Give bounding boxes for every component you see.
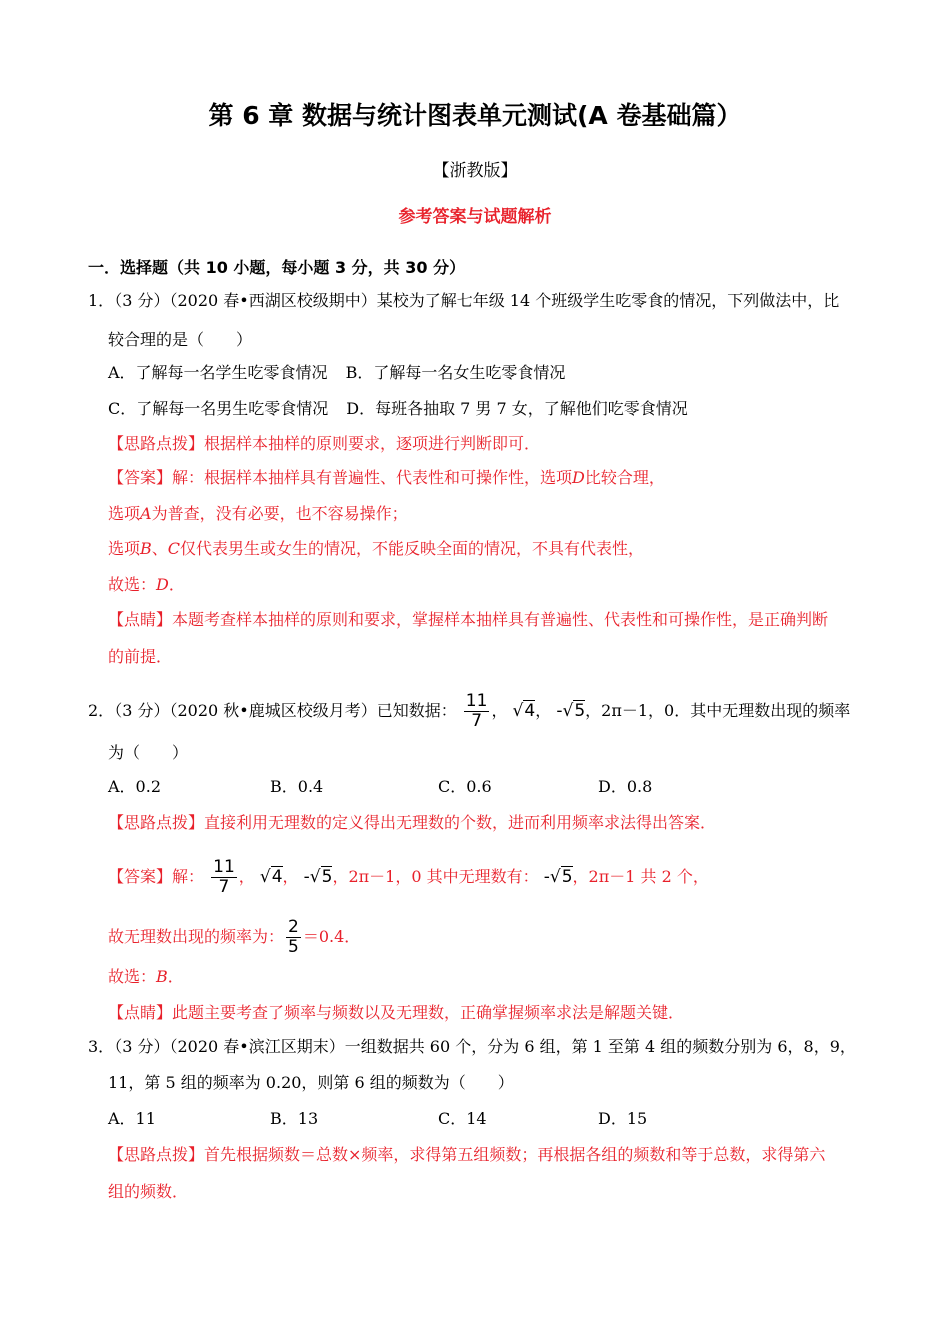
minus-sign: -	[556, 701, 563, 721]
answer-text: 为普查，没有必要，也不容易操作；	[151, 504, 408, 523]
minus-sign: -	[303, 867, 310, 887]
sqrt-5: √5	[562, 701, 586, 721]
option-c: C．14	[438, 1109, 487, 1128]
answers-heading: 参考答案与试题解析	[398, 207, 552, 227]
note-text: 此题主要考查了频率与频数以及无理数，正确掌握频率求法是解题关键．	[172, 1003, 685, 1022]
q3-hint-line1	[108, 1144, 825, 1166]
q1-choice	[108, 574, 185, 596]
fraction-denominator: 7	[218, 877, 230, 897]
fraction-denominator: 7	[471, 711, 483, 731]
q1-note-line1	[108, 609, 828, 631]
option-letter: C	[167, 539, 181, 558]
q1-note-line2: 的前提．	[108, 647, 173, 666]
q1-options-row2	[108, 398, 688, 420]
answer-text: ，2π－1 共 2 个，	[572, 867, 709, 886]
note-tag: 【点睛】	[108, 1003, 173, 1022]
answer-text: 故选：	[108, 575, 157, 594]
option-letter: B	[140, 539, 152, 558]
section-heading: 一．选择题（共 10 小题，每小题 3 分，共 30 分）	[88, 258, 466, 277]
option-b: B．13	[270, 1109, 319, 1128]
sqrt-5: √5	[309, 867, 333, 887]
hint-text: 直接利用无理数的定义得出无理数的个数，进而利用频率求法得出答案．	[204, 813, 717, 832]
q3-options	[108, 1108, 647, 1130]
answer-text: ．	[167, 967, 184, 986]
punctuation: ，	[491, 701, 508, 720]
punctuation: ，	[282, 867, 299, 886]
option-d: D．每班各抽取 7 男 7 女，了解他们吃零食情况	[346, 399, 688, 418]
option-letter: D	[156, 575, 169, 594]
option-a: A．0.2	[108, 777, 162, 796]
radicand: 4	[524, 701, 536, 721]
answer-text: 故选：	[108, 967, 157, 986]
question-2-line2: 为（ ）	[108, 743, 189, 762]
q2-answer	[108, 846, 709, 908]
answer-text: 解：根据样本抽样具有普遍性、代表性和可操作性，选项	[172, 468, 573, 487]
question-text: （3 分）（2020 春•西湖区校级期中）某校为了解七年级 14 个班级学生吃零食的情况，下列做法中，比	[114, 291, 840, 310]
option-d: D．15	[598, 1109, 648, 1128]
fraction-denominator: 5	[288, 937, 299, 957]
question-text: （3 分）（2020 秋•鹿城区校级月考）已知数据：	[114, 701, 457, 720]
hint-text: 首先根据频数＝总数×频率，求得第五组频数；再根据各组的频数和等于总数，求得第六	[204, 1145, 826, 1164]
question-3	[88, 1036, 856, 1058]
question-2	[88, 680, 850, 742]
fraction-numerator: 2	[288, 917, 299, 937]
hint-tag: 【思路点拨】	[108, 434, 205, 453]
option-letter: D	[572, 468, 585, 487]
answer-text: 比较合理，	[584, 468, 665, 487]
page-title: 第 6 章 数据与统计图表单元测试(A 卷基础篇）	[208, 101, 742, 130]
answer-tag: 【答案】	[108, 867, 173, 886]
option-letter: B	[156, 967, 168, 986]
hint-tag: 【思路点拨】	[108, 813, 205, 832]
option-b: B．了解每一名女生吃零食情况	[345, 363, 566, 382]
option-letter: A	[140, 504, 152, 523]
radicand: 4	[271, 867, 283, 887]
fraction-11-7	[464, 692, 490, 731]
question-number: 3．	[88, 1037, 115, 1056]
q1-options-row1	[108, 362, 565, 384]
answer-text: 选项	[108, 504, 141, 523]
option-b: B．0.4	[270, 777, 324, 796]
edition-label: 【浙教版】	[432, 161, 518, 181]
question-number: 2．	[88, 701, 115, 720]
question-1	[88, 290, 839, 312]
option-c: C．0.6	[438, 777, 492, 796]
option-a: A．了解每一名学生吃零食情况	[108, 363, 328, 382]
q2-choice	[108, 966, 184, 988]
question-text: 2π－1，0．其中无理数出现的频率	[601, 701, 851, 720]
minus-sign: -	[543, 867, 550, 887]
answer-text: 仅代表男生或女生的情况，不能反映全面的情况，不具有代表性，	[180, 539, 645, 558]
answer-text: 解：	[172, 867, 205, 886]
fraction-11-7	[211, 858, 237, 897]
option-c: C．了解每一名男生吃零食情况	[108, 399, 329, 418]
hint-tag: 【思路点拨】	[108, 1145, 205, 1164]
sqrt-4: √4	[259, 867, 283, 887]
radicand: 5	[561, 867, 573, 887]
question-3-line2: 11，第 5 组的频率为 0.20，则第 6 组的频数为（ ）	[108, 1073, 514, 1092]
q1-answer-line2	[108, 503, 408, 525]
answer-text: ．	[168, 575, 185, 594]
answer-text: 、	[151, 539, 168, 558]
punctuation: ，	[585, 701, 602, 720]
fraction-numerator: 11	[465, 691, 488, 711]
fraction-2-5	[286, 918, 301, 957]
q2-frequency	[108, 906, 360, 968]
answer-text: 选项	[108, 539, 141, 558]
option-d: D．0.8	[598, 777, 653, 796]
answer-text: ，2π－1，0 其中无理数有：	[332, 867, 539, 886]
q3-hint-line2: 组的频数．	[108, 1182, 189, 1201]
q2-hint	[108, 812, 716, 834]
sqrt-4: √4	[512, 701, 536, 721]
hint-text: 根据样本抽样的原则要求，逐项进行判断即可．	[204, 434, 541, 453]
q1-hint	[108, 433, 540, 455]
sqrt-5: √5	[549, 867, 573, 887]
note-tag: 【点睛】	[108, 610, 173, 629]
q2-note	[108, 1002, 684, 1024]
question-number: 1．	[88, 291, 115, 310]
q1-answer-line3	[108, 538, 644, 560]
q2-options	[108, 776, 652, 798]
fraction-numerator: 11	[213, 857, 235, 877]
radicand: 5	[574, 701, 586, 721]
punctuation: ，	[535, 701, 552, 720]
q1-answer-line1	[108, 467, 665, 489]
answer-text: ＝0.4．	[302, 927, 361, 946]
note-text: 本题考查样本抽样的原则和要求，掌握样本抽样具有普遍性、代表性和可操作性，是正确判断	[172, 610, 829, 629]
question-text: （3 分）（2020 春•滨江区期末）一组数据共 60 个，分为 6 组，第 1 至第 4 组的频数分别为 6，8，9，	[114, 1037, 856, 1056]
option-a: A．11	[108, 1109, 156, 1128]
question-1-line2: 较合理的是（ ）	[108, 330, 253, 349]
radicand: 5	[321, 867, 333, 887]
answer-text: 故无理数出现的频率为：	[108, 927, 285, 946]
answer-tag: 【答案】	[108, 468, 173, 487]
punctuation: ，	[238, 867, 255, 886]
